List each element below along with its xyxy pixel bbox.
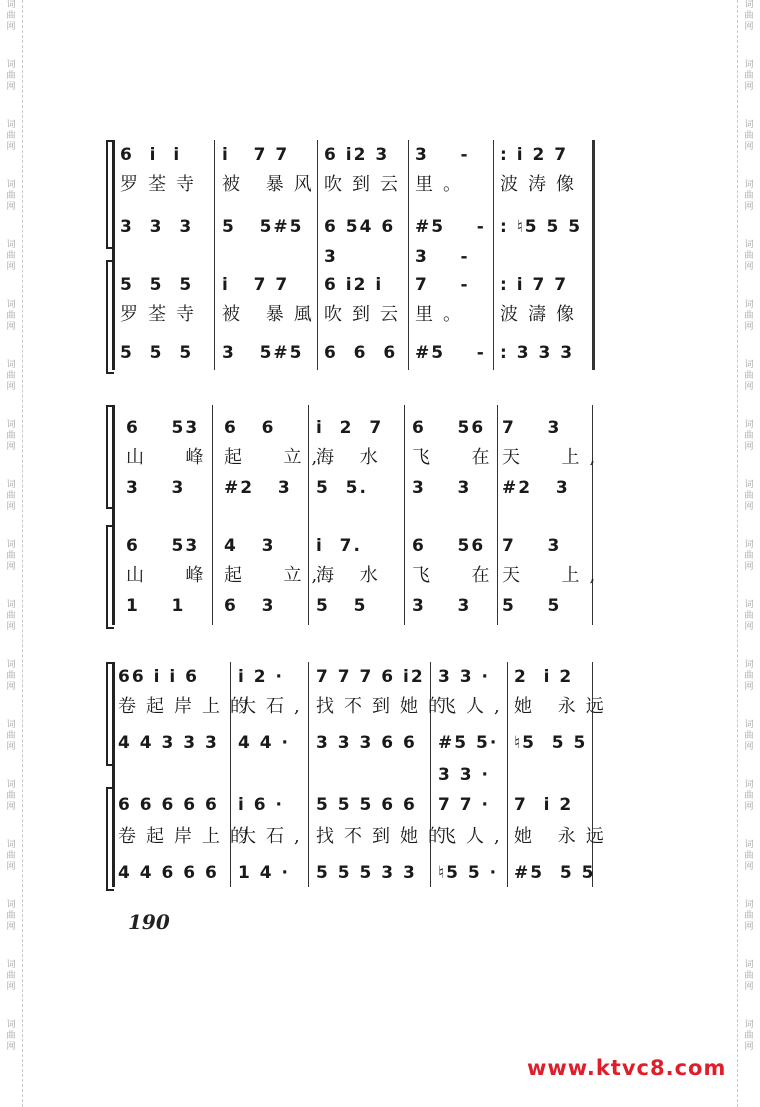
note-cell: ♮5 5 · (438, 863, 499, 883)
lyric-cell: 飞人, (438, 696, 510, 717)
score-system-1 (112, 140, 597, 370)
note-cell: : i 7 7 (500, 275, 569, 295)
watermark-text: 词 曲 网 (6, 840, 16, 872)
lyrics-row (112, 822, 614, 852)
lyric-cell: 起 立, (224, 447, 328, 468)
lyric-cell: 天 上, (502, 447, 606, 468)
watermark-text: 词 曲 网 (744, 720, 754, 752)
note-cell: #5 5· (438, 733, 499, 753)
notes-row (112, 413, 597, 443)
note-cell: 5 5 5 3 3 (316, 863, 417, 883)
note-cell: 4 4 · (238, 733, 290, 753)
notes-row (112, 473, 597, 503)
site-watermark[interactable]: www.ktvc8.com (527, 1056, 727, 1080)
score-system-3 (112, 662, 614, 887)
note-cell: 7 7 · (438, 795, 490, 815)
lyric-cell: 天 上, (502, 565, 606, 586)
note-cell: 2 i 2 (514, 667, 574, 687)
note-cell: 5 5 (502, 596, 562, 616)
note-cell: #2 3 (502, 478, 570, 498)
lyric-cell: 吹到云 (324, 304, 408, 325)
note-cell: 3 - (415, 247, 470, 267)
lyric-cell: 山 峰 (126, 447, 214, 468)
watermark-text: 词 曲 网 (6, 0, 16, 32)
watermark-text: 词 曲 网 (6, 600, 16, 632)
note-cell: 5 5#5 (222, 217, 304, 237)
note-cell: 5 5 5 6 6 (316, 795, 417, 815)
watermark-text: 词 曲 网 (744, 960, 754, 992)
watermark-text: 词 曲 网 (6, 900, 16, 932)
watermark-text: 词 曲 网 (6, 960, 16, 992)
watermark-text: 词 曲 网 (6, 540, 16, 572)
notes-row (112, 790, 597, 820)
watermark-text: 词 曲 网 (6, 180, 16, 212)
lyric-cell: 找不到她的 (316, 696, 456, 717)
note-cell: : 3 3 3 (500, 343, 575, 363)
watermark-text: 词 曲 网 (744, 900, 754, 932)
watermark-text: 词 曲 网 (744, 600, 754, 632)
watermark-text: 词 曲 网 (6, 300, 16, 332)
lyrics-row (112, 170, 597, 200)
lyric-cell: 吹到云 (324, 174, 408, 195)
left-border-line (22, 0, 23, 1107)
notes-row (112, 242, 597, 272)
watermark-text: 词 曲 网 (744, 120, 754, 152)
lyric-cell: 飞 在 (412, 447, 500, 468)
watermark-text: 词 曲 网 (744, 240, 754, 272)
note-cell: : i 2 7 (500, 145, 569, 165)
page-number: 190 (128, 910, 170, 934)
note-cell: i 7 7 (222, 275, 290, 295)
lyric-cell: 罗荃寺 (120, 174, 204, 195)
lyric-cell: 波涛像 (500, 174, 584, 195)
note-cell: 7 i 2 (514, 795, 574, 815)
note-cell: 7 3 (502, 536, 562, 556)
note-cell: i 7. (316, 536, 362, 556)
lyric-cell: 飞 在 (412, 565, 500, 586)
lyrics-row (112, 561, 606, 591)
note-cell: 1 4 · (238, 863, 290, 883)
note-cell: 5 5. (316, 478, 368, 498)
watermark-text: 词 曲 网 (744, 840, 754, 872)
watermark-text: 词 曲 网 (6, 780, 16, 812)
note-cell: 6 i2 i (324, 275, 384, 295)
lyric-cell: 海 水 (316, 447, 388, 468)
lyric-cell: 她 永远 (514, 826, 614, 847)
note-cell: 5 5 5 (120, 343, 194, 363)
lyric-cell: 找不到她的 (316, 826, 456, 847)
note-cell: 6 56 (412, 418, 486, 438)
note-cell: 5 5 (316, 596, 368, 616)
note-cell: 6 i i (120, 145, 182, 165)
lyric-cell: 波濤像 (500, 304, 584, 325)
lyric-cell: 起 立, (224, 565, 328, 586)
lyric-cell: 卷起岸上的 (118, 696, 258, 717)
watermark-text: 词 曲 网 (744, 60, 754, 92)
watermark-text: 词 曲 网 (6, 1020, 16, 1052)
lyrics-row (112, 300, 597, 330)
note-cell: i 2 7 (316, 418, 384, 438)
notes-row (112, 270, 597, 300)
notes-row (112, 662, 597, 692)
note-cell: 4 3 (224, 536, 276, 556)
watermark-text: 词 曲 网 (6, 60, 16, 92)
note-cell: 3 (324, 247, 338, 267)
lyrics-row (112, 692, 614, 722)
note-cell: 4 4 6 6 6 (118, 863, 219, 883)
lyric-cell: 卷起岸上的 (118, 826, 258, 847)
watermark-text: 词 曲 网 (744, 0, 754, 32)
note-cell: 6 54 6 (324, 217, 396, 237)
note-cell: 6 53 (126, 536, 200, 556)
notes-row (112, 760, 597, 790)
watermark-text: 词 曲 网 (744, 180, 754, 212)
watermark-text: 词 曲 网 (744, 540, 754, 572)
lyric-cell: 大石, (238, 826, 310, 847)
lyric-cell: 被 暴風 (222, 304, 322, 325)
notes-row (112, 212, 597, 242)
lyric-cell: 她 永远 (514, 696, 614, 717)
lyric-cell: 里。 (415, 304, 471, 325)
note-cell: 7 7 7 6 i2 (316, 667, 425, 687)
watermark-text: 词 曲 网 (6, 660, 16, 692)
watermark-text: 词 曲 网 (6, 480, 16, 512)
lyric-cell: 飞人, (438, 826, 510, 847)
note-cell: 6 3 (224, 596, 276, 616)
note-cell: i 7 7 (222, 145, 290, 165)
note-cell: 3 3 · (438, 667, 490, 687)
note-cell: 7 - (415, 275, 470, 295)
watermark-text: 词 曲 网 (6, 120, 16, 152)
note-cell: #5 5 5 (514, 863, 596, 883)
notes-row (112, 858, 597, 888)
note-cell: 3 3 (126, 478, 186, 498)
watermark-text: 词 曲 网 (6, 420, 16, 452)
note-cell: #5 - (415, 343, 486, 363)
note-cell: 3 3 (412, 596, 472, 616)
lyric-cell: 被 暴风 (222, 174, 322, 195)
note-cell: #2 3 (224, 478, 292, 498)
watermark-text: 词 曲 网 (744, 300, 754, 332)
watermark-text: 词 曲 网 (744, 660, 754, 692)
lyric-cell: 罗荃寺 (120, 304, 204, 325)
score-system-2 (112, 405, 606, 625)
note-cell: 3 3 · (438, 765, 490, 785)
notes-row (112, 140, 597, 170)
watermark-text: 词 曲 网 (6, 720, 16, 752)
note-cell: 3 - (415, 145, 470, 165)
note-cell: 3 3 3 (120, 217, 194, 237)
watermark-text: 词 曲 网 (744, 1020, 754, 1052)
notes-row (112, 531, 597, 561)
note-cell: 6 6 (224, 418, 276, 438)
lyric-cell: 大石, (238, 696, 310, 717)
note-cell: 4 4 3 3 3 (118, 733, 219, 753)
watermark-text: 词 曲 网 (744, 360, 754, 392)
watermark-text: 词 曲 网 (6, 240, 16, 272)
notes-row (112, 591, 597, 621)
note-cell: 7 3 (502, 418, 562, 438)
notes-row (112, 338, 597, 368)
lyric-cell: 里。 (415, 174, 471, 195)
note-cell: i 2 · (238, 667, 284, 687)
watermark-text: 词 曲 网 (744, 480, 754, 512)
note-cell: 66 i i 6 (118, 667, 199, 687)
watermark-text: 词 曲 网 (744, 420, 754, 452)
watermark-text: 词 曲 网 (744, 780, 754, 812)
lyrics-row (112, 443, 606, 473)
note-cell: #5 - (415, 217, 486, 237)
lyric-cell: 海 水 (316, 565, 388, 586)
note-cell: : ♮5 5 5 (500, 217, 583, 237)
note-cell: 3 3 3 6 6 (316, 733, 417, 753)
note-cell: 5 5 5 (120, 275, 194, 295)
lyric-cell: 山 峰 (126, 565, 214, 586)
note-cell: 3 3 (412, 478, 472, 498)
note-cell: 6 6 6 6 6 (118, 795, 219, 815)
note-cell: 6 6 6 (324, 343, 398, 363)
notes-row (112, 728, 597, 758)
note-cell: 6 i2 3 (324, 145, 390, 165)
note-cell: 3 5#5 (222, 343, 304, 363)
note-cell: 1 1 (126, 596, 186, 616)
right-border-line (737, 0, 738, 1107)
note-cell: 6 56 (412, 536, 486, 556)
watermark-text: 词 曲 网 (6, 360, 16, 392)
note-cell: ♮5 5 5 (514, 733, 588, 753)
note-cell: 6 53 (126, 418, 200, 438)
note-cell: i 6 · (238, 795, 284, 815)
